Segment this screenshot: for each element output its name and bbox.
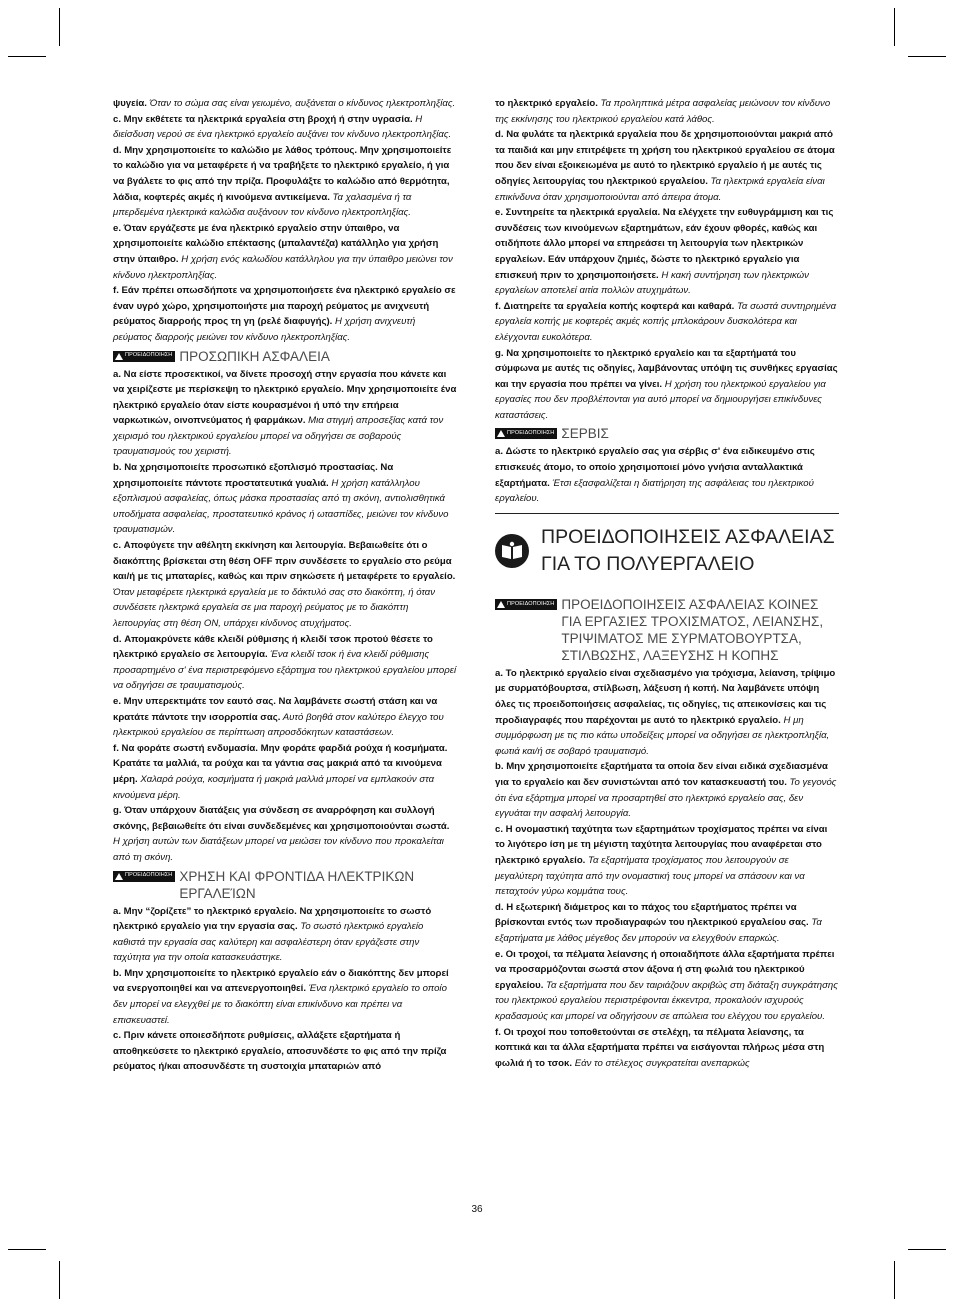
instruction-paragraph <box>113 112 457 143</box>
section-title: ΧΡΗΣΗ ΚΑΙ ΦΡΟΝΤΙΔΑ ΗΛΕΚΤΡΙΚΩΝ ΕΡΓΑΛΕΊΩΝ <box>179 868 415 901</box>
warning-triangle-icon <box>497 601 505 608</box>
instruction-italic: Τα χαλασμένα ή τα μπερδεμένα ηλεκτρικά καλώδια αυξάνουν τον κίνδυνο ηλεκτροπληξίας. <box>113 191 412 219</box>
instruction-bold: ψυγεία. <box>113 98 147 109</box>
instruction-paragraph <box>495 299 839 346</box>
crop-mark <box>908 1249 946 1250</box>
crop-mark <box>8 56 46 57</box>
instruction-paragraph <box>113 632 457 694</box>
warning-badge <box>495 599 557 610</box>
instruction-bold: a. Δώστε το ηλεκτρικό εργαλείο σας για σέρβις σ' ένα ειδικευμένο στις επισκευές άτομο, το οποίο χρησιμοποιεί μόνο γνήσια ανταλλακτικά εξαρτήματα. <box>495 446 815 489</box>
instruction-bold: g. Όταν υπάρχουν διατάξεις για σύνδεση σε αναρρόφηση και συλλογή σκόνης, βεβαιωθείτε ότι είναι συνδεδεμένες και χρησιμοποιούνται σωστά. <box>113 805 450 832</box>
instruction-bold: b. Να χρησιμοποιείτε προσωπικό εξοπλισμό προστασίας. Να χρησιμοποιείτε πάντοτε προστατευτικά γυαλιά. <box>113 462 394 489</box>
page-number: 36 <box>471 1204 483 1215</box>
section-title: ΣΕΡΒΙΣ <box>561 426 609 442</box>
section-heading <box>495 425 839 442</box>
section-heading <box>113 348 457 365</box>
instruction-italic: Η χρήση αυτών των διατάξεων μπορεί να μειώσει τον κίνδυνο που προκαλείται από τη σκόνη. <box>113 836 444 863</box>
instruction-italic: Έτσι εξασφαλίζεται η διατήρηση της ασφάλειας του ηλεκτρικού εργαλείου. <box>495 477 814 505</box>
instruction-paragraph <box>113 741 457 803</box>
instruction-italic: Η χρήση κατάλληλου εξοπλισμού ασφαλείας, όπως μάσκα προστασίας από τη σκόνη, αντιολισθητικά υποδήματα ασφαλείας, προστατευτικό κράνος ή ωτασπίδες, μειώνει τον κίνδυνο τραυματισμών. <box>113 477 449 536</box>
instruction-bold: το ηλεκτρικό εργαλείο. <box>495 98 598 109</box>
instruction-paragraph <box>113 96 457 112</box>
instruction-paragraph <box>113 538 457 632</box>
instruction-bold: f. Οι τροχοί που τοποθετούνται σε στελέχη, τα πέλματα λείανσης, τα κοπτικά και τα άλλα εξαρτήματα πρέπει να εισάγονται πλήρως μέσα στη φωλιά ή το τσοκ. <box>495 1026 825 1069</box>
instruction-paragraph <box>495 346 839 424</box>
crop-mark <box>59 1261 60 1299</box>
warning-badge-label: ΠΡΟΕΙΔΟΠΟΙΗΣΗ <box>507 430 555 437</box>
instruction-bold: b. Μην χρησιμοποιείτε εξαρτήματα τα οποία δεν είναι ειδικά σχεδιασμένα για το εργαλείο και δεν συνιστώνται από τον κατασκευαστή του. <box>495 761 828 788</box>
instruction-bold: c. Μην εκθέτετε τα ηλεκτρικά εργαλεία στη βροχή ή στην υγρασία. <box>113 113 413 125</box>
crop-mark <box>894 1261 895 1299</box>
instruction-italic: Ένα ηλεκτρικό εργαλείο το οποίο δεν μπορεί να ελεγχθεί με το διακόπτη είναι επικίνδυνο και πρέπει να επισκευαστεί. <box>113 983 447 1026</box>
instruction-paragraph <box>495 666 839 760</box>
instruction-paragraph <box>113 460 457 538</box>
read-manual-icon <box>495 534 529 568</box>
instruction-bold: c. Πριν κάνετε οποιεσδήποτε ρυθμίσεις, αλλάξετε εξαρτήματα ή αποθηκεύσετε το ηλεκτρικό εργαλείο, αποσυνδέστε το φις από την πρίζα ρεύματος ή/και αποσυνδέστε τη συστοιχία μπαταριών από <box>113 1030 447 1073</box>
instruction-paragraph <box>495 947 839 1025</box>
instruction-paragraph <box>495 822 839 900</box>
instruction-italic: Τα προληπτικά μέτρα ασφαλείας μειώνουν τον κίνδυνο της εκκίνησης του ηλεκτρικού εργαλείου κατά λάθος. <box>495 98 831 125</box>
instruction-paragraph <box>495 205 839 299</box>
warning-triangle-icon <box>497 430 505 437</box>
instruction-italic: Η χρήση του ηλεκτρικού εργαλείου για εργασίες που δεν προβλέπονται για αυτό μπορεί να δημιουργήσει επικίνδυνες καταστάσεις. <box>495 378 826 421</box>
instruction-italic: Όταν το σώμα σας είναι γειωμένο, αυξάνεται ο κίνδυνος ηλεκτροπληξίας. <box>146 98 456 109</box>
warning-badge-label: ΠΡΟΕΙΔΟΠΟΙΗΣΗ <box>125 872 173 879</box>
instruction-italic: Τα εξαρτήματα με λάθος μέγεθος δεν μπορούν να ελεγχθούν επαρκώς. <box>495 917 822 944</box>
warning-triangle-icon <box>115 873 123 880</box>
section-heading <box>495 596 839 664</box>
instruction-paragraph <box>113 283 457 345</box>
instruction-bold: e. Συντηρείτε τα ηλεκτρικά εργαλεία. Να ελέγχετε την ευθυγράμμιση και τις συνδέσεις των κινούμενων εξαρτημάτων, εάν έχουν φθορές, καθώς και οτιδήποτε άλλο μπορεί να επηρεάσει τη λειτουργία των ηλεκτρικών εργαλείων. Εάν υπάρχουν ζημιές, δώστε το ηλεκτρικό εργαλείο για επισκευή πριν το χρησιμοποιήσετε. <box>495 207 834 281</box>
instruction-italic: Η διείσδυση νερού σε ένα ηλεκτρικό εργαλείο αυξάνει τον κίνδυνο ηλεκτροπληξίας. <box>113 113 452 141</box>
instruction-bold: d. Απομακρύνετε κάθε κλειδί ρύθμισης ή κλειδί τσοκ προτού θέσετε το ηλεκτρικό εργαλείο σε λειτουργία. <box>113 633 433 661</box>
section-divider <box>495 513 839 514</box>
warning-badge-label: ΠΡΟΕΙΔΟΠΟΙΗΣΗ <box>125 352 173 359</box>
instruction-italic: Η κακή συντήρηση των ηλεκτρικών εργαλείων αποτελεί αιτία πολλών ατυχημάτων. <box>495 269 809 297</box>
instruction-italic: Όταν μεταφέρετε ηλεκτρικά εργαλεία με το δάκτυλό σας στο διακόπτη, ή όταν συνδέσετε ηλεκτρικά εργαλεία σε μια παροχή ρεύματος με το διακόπτη λειτουργίας στη θέση ON, υπάρχει κίνδυνος ατυχήματος. <box>113 586 436 629</box>
crop-mark <box>908 56 946 57</box>
instruction-bold: a. Το ηλεκτρικό εργαλείο είναι σχεδιασμένο για τρόχισμα, λείανση, τρίψιμο με συρματόβουρτσα, στίλβωση, λάξευση ή κοπή. Να λαμβάνετε υπόψη όλες τις προειδοποιήσεις ασφαλείας, τις οδηγίες, τις απεικονίσεις και τις προδιαγραφές που παρέχονται με αυτό το ηλεκτρικό εργαλείο. <box>495 667 836 726</box>
instruction-bold: a. Να είστε προσεκτικοί, να δίνετε προσοχή στην εργασία που κάνετε και να χειρίζεστε με περίσκεψη το ηλεκτρικό εργαλείο. Μην χρησιμοποιείτε ένα ηλεκτρικό εργαλείο όταν είστε κουρασμένοι ή υπό την επήρεια ναρκωτικών, οινοπνεύματος ή φαρμάκων. <box>113 368 457 427</box>
instruction-italic: Το γεγονός ότι ένα εξάρτημα μπορεί να προσαρτηθεί στο ηλεκτρικό εργαλείο σας, δεν εγγυάται την ασφαλή λειτουργία. <box>495 777 837 820</box>
instruction-italic: Εάν το στέλεχος συγκρατείται ανεπαρκώς <box>572 1057 750 1069</box>
instruction-italic: Μια στιγμή απροσεξίας κατά τον χειρισμό του ηλεκτρικού εργαλείου μπορεί να οδηγήσει σε σοβαρούς τραυματισμούς του χειριστή. <box>113 415 444 458</box>
left-column <box>113 96 457 1075</box>
instruction-bold: f. Διατηρείτε τα εργαλεία κοπής κοφτερά και καθαρά. <box>495 300 735 312</box>
instruction-bold: b. Μην χρησιμοποιείτε το ηλεκτρικό εργαλείο εάν ο διακόπτης δεν μπορεί να ενεργοποιηθεί και να απενεργοποιηθεί. <box>113 967 449 995</box>
instruction-paragraph <box>113 803 457 865</box>
instruction-bold: d. Η εξωτερική διάμετρος και το πάχος του εξαρτήματος πρέπει να βρίσκονται εντός των προδιαγραφών του ηλεκτρικού εργαλείου σας. <box>495 901 809 929</box>
main-title <box>495 524 839 578</box>
instruction-paragraph <box>113 966 457 1028</box>
instruction-paragraph <box>113 143 457 221</box>
main-title-text: ΠΡΟΕΙΔΟΠΟΙΗΣΕΙΣ ΑΣΦΑΛΕΙΑΣ ΓΙΑ ΤΟ ΠΟΛΥΕΡΓΑΛΕΙΟ <box>541 525 835 575</box>
instruction-bold: d. Μην χρησιμοποιείτε το καλώδιο με λάθος τρόπους. Μην χρησιμοποιείτε το καλώδιο για να μεταφέρετε ή να τραβήξετε το ηλεκτρικό εργαλείο, ή για να βγάλετε το φις από την πρίζα. Προφυλάξτε το καλώδιο από θερμότητα, λάδια, κοφτερές ακμές ή κινούμενα αντικείμενα. <box>113 144 452 203</box>
warning-badge <box>113 351 175 362</box>
instruction-bold: e. Οι τροχοί, τα πέλματα λείανσης ή οποιαδήποτε άλλα εξαρτήματα πρέπει να προσαρμόζονται σωστά στον άξονα ή στη φωλιά του ηλεκτρικού εργαλείου. <box>495 948 835 991</box>
instruction-paragraph <box>495 444 839 506</box>
instruction-paragraph <box>495 127 839 205</box>
instruction-paragraph <box>495 96 839 127</box>
crop-mark <box>8 1249 46 1250</box>
instruction-italic: Η χρήση ενός καλωδίου κατάλληλου για την ύπαιθρο μειώνει τον κίνδυνο ηλεκτροπληξίας. <box>113 253 453 281</box>
warning-badge <box>113 871 175 882</box>
instruction-italic: Ένα κλειδί τσοκ ή ένα κλειδί ρύθμισης προσαρτημένο σ' ένα περιστρεφόμενο εξάρτημα του ηλεκτρικού εργαλείου μπορεί να οδηγήσει σε τραυματισμούς. <box>113 649 457 692</box>
instruction-italic: Το σωστό ηλεκτρικό εργαλείο καθιστά την εργασία σας καλύτερη και ασφαλέστερη όταν εργάζεστε στην ταχύτητα για την οποία κατασκευάστηκε. <box>113 921 424 964</box>
instruction-bold: f. Να φοράτε σωστή ενδυμασία. Μην φοράτε φαρδιά ρούχα ή κοσμήματα. Κρατάτε τα μαλλιά, τα ρούχα και τα γάντια σας μακριά από τα κινούμενα μέρη. <box>113 742 448 785</box>
warning-triangle-icon <box>115 353 123 360</box>
right-column <box>495 96 839 1071</box>
instruction-italic: Η χρήση ανιχνευτή ρεύματος διαρροής μειώνει τον κίνδυνο ηλεκτροπληξίας. <box>113 316 416 343</box>
section-heading <box>113 868 457 902</box>
instruction-bold: g. Να χρησιμοποιείτε το ηλεκτρικό εργαλείο και τα εξαρτήματά του σύμφωνα με αυτές τις οδηγίες, λαμβάνοντας υπόψη τις συνθήκες εργασίας και την εργασία που πρέπει να γίνει. <box>495 347 838 390</box>
instruction-italic: Η μη συμμόρφωση με τις πιο κάτω υποδείξεις μπορεί να οδηγήσει σε ηλεκτροπληξία, φωτιά και/ή σε σοβαρό τραυματισμό. <box>495 714 830 757</box>
instruction-paragraph <box>113 221 457 283</box>
instruction-bold: e. Μην υπερεκτιμάτε τον εαυτό σας. Να λαμβάνετε σωστή στάση και να κρατάτε πάντοτε την ισορροπία σας. <box>113 695 438 723</box>
section-title: ΠΡΟΣΩΠΙΚΗ ΑΣΦΑΛΕΙΑ <box>179 348 330 364</box>
warning-badge-label: ΠΡΟΕΙΔΟΠΟΙΗΣΗ <box>507 600 555 607</box>
section-title: ΠΡΟΕΙΔΟΠΟΙΗΣΕΙΣ ΑΣΦΑΛΕΙΑΣ ΚΟΙΝΕΣ ΓΙΑ ΕΡΓΑΣΙΕΣ ΤΡΟΧΙΣΜΑΤΟΣ, ΛΕΙΑΝΣΗΣ, ΤΡΙΨΙΜΑΤΟΣ ΜΕ ΣΥΡΜΑΤΟΒΟΥΡΤΣΑ, ΣΤΙΛΒΩΣΗΣ, ΛΑΞΕΥΣΗΣ Η ΚΟΠΗΣ <box>561 596 824 663</box>
instruction-bold: a. Μην “ζορίζετε” το ηλεκτρικό εργαλείο. Να χρησιμοποιείτε το σωστό ηλεκτρικό εργαλείο για την εργασία σας. <box>113 905 432 933</box>
crop-mark <box>894 8 895 46</box>
instruction-paragraph <box>495 900 839 947</box>
instruction-bold: d. Να φυλάτε τα ηλεκτρικά εργαλεία που δε χρησιμοποιούνται μακριά από τα παιδιά και μην επιτρέψετε τη χρήση του ηλεκτρικού εργαλείου σε άτομα που δεν είναι εξοικειωμένα με αυτό το ηλεκτρικό εργαλείο ή με αυτές τις οδηγίες λειτουργίας του ηλεκτρικού εργαλείου. <box>495 129 835 187</box>
instruction-paragraph <box>113 904 457 966</box>
instruction-italic: Χαλαρά ρούχα, κοσμήματα ή μακριά μαλλιά μπορεί να εμπλακούν στα κινούμενα μέρη. <box>113 773 435 801</box>
instruction-bold: c. Η ονομαστική ταχύτητα των εξαρτημάτων τροχίσματος πρέπει να είναι το λιγότερο ίση με τη μέγιστη ταχύτητα λειτουργίας που αναφέρεται στο ηλεκτρικό εργαλείο. <box>495 823 828 866</box>
instruction-bold: f. Εάν πρέπει οπωσδήποτε να χρησιμοποιήσετε ένα ηλεκτρικό εργαλείο σε έναν υγρό χώρο, χρησιμοποιήστε μια παροχή ρεύματος με ανιχνευτή ρεύματος διαρροής προς τη γη (ρελέ διαφυγής). <box>113 285 456 328</box>
instruction-italic: Αυτό βοηθά στον καλύτερο έλεγχο του ηλεκτρικού εργαλείου σε περίπτωση απροσδόκητων καταστάσεων. <box>113 711 444 739</box>
instruction-bold: e. Όταν εργάζεστε με ένα ηλεκτρικό εργαλείο στην ύπαιθρο, να χρησιμοποιείτε καλώδιο επέκτασης (μπαλαντέζα) κατάλληλο για χρήση στην ύπαιθρο. <box>113 222 439 265</box>
instruction-bold: c. Αποφύγετε την αθέλητη εκκίνηση και λειτουργία. Βεβαιωθείτε ότι ο διακόπτης βρίσκεται στη θέση OFF πριν συνδέσετε το εργαλείο στο ρεύμα και/ή με τις μπαταρίες, καθώς και πριν σηκώσετε ή μεταφέρετε το εργαλείο. <box>113 540 456 583</box>
instruction-paragraph <box>495 1025 839 1072</box>
crop-mark <box>59 8 60 46</box>
instruction-italic: Τα ηλεκτρικά εργαλεία είναι επικίνδυνα όταν χρησιμοποιούνται από άπειρα άτομα. <box>495 175 825 203</box>
instruction-paragraph <box>495 759 839 821</box>
instruction-paragraph <box>113 1028 457 1075</box>
instruction-italic: Τα εξαρτήματα που δεν ταιριάζουν ακριβώς στη διάταξη συγκράτησης του ηλεκτρικού εργαλείου περιστρέφονται έκκεντρα, προκαλούν ισχυρούς κραδασμούς και μπορεί να οδηγήσουν σε απώλεια του ελέγχου του εργαλείου. <box>495 979 838 1022</box>
instruction-paragraph <box>113 694 457 741</box>
instruction-italic: Τα εξαρτήματα τροχίσματος που λειτουργούν σε μεγαλύτερη ταχύτητα από την ονομαστική τους μπορεί να σπάσουν και να πεταχτούν γύρω κομμάτια τους. <box>495 854 805 898</box>
instruction-paragraph <box>113 367 457 461</box>
warning-badge <box>495 428 557 439</box>
instruction-italic: Τα σωστά συντηρημένα εργαλεία κοπής με κοφτερές ακμές κοπής μπλοκάρουν δυσκολότερα και ελέγχονται ευκολότερα. <box>495 300 837 343</box>
